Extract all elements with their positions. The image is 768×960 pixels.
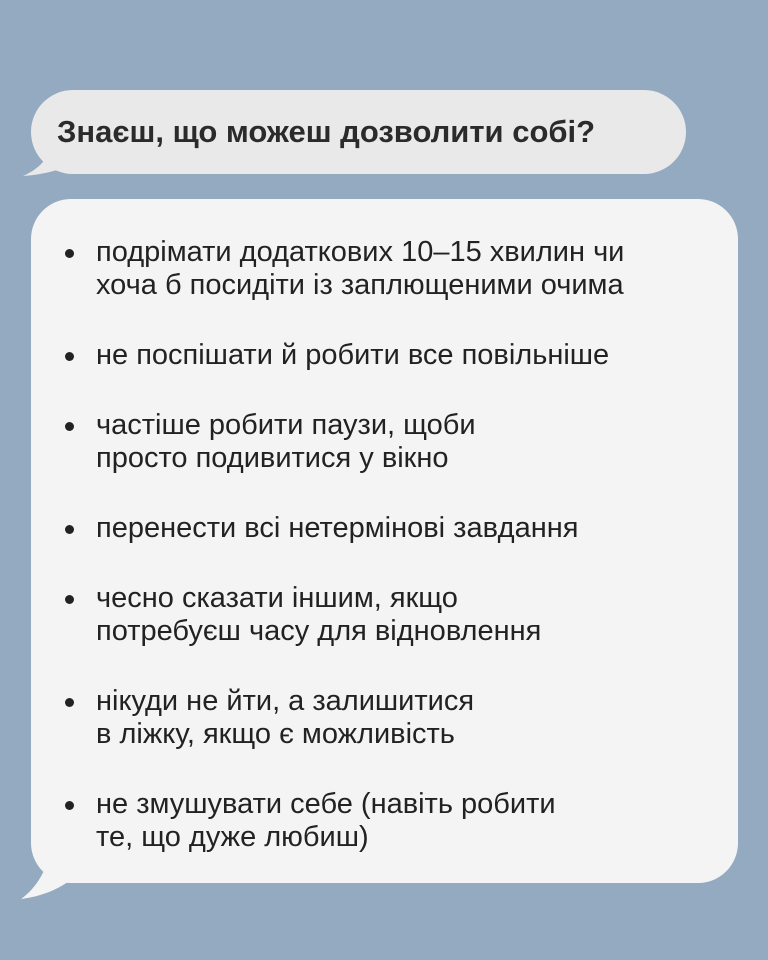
list-bubble [31,199,738,883]
question-text: Знаєш, що можеш дозволити собі? [57,114,596,149]
list-item [31,409,731,475]
bullet-icon [65,525,74,534]
item-line: не змушувати себе (навіть робити [96,788,556,820]
list-item [31,685,731,751]
bullet-icon [65,698,74,707]
item-line: не поспішати й робити все повільніше [96,339,610,371]
item-line: перенести всі нетермінові завдання [96,512,579,544]
bullet-icon [65,352,74,361]
bullet-icon [65,249,74,258]
bullet-icon [65,595,74,604]
item-line: те, що дуже любиш) [96,821,369,853]
item-line: нікуди не йти, а залишитися [96,685,475,717]
item-line: подрімати додаткових 10–15 хвилин чи [96,236,625,268]
list-item [31,582,731,648]
item-line: хоча б посидіти із заплющеними очима [96,269,624,301]
item-line: в ліжку, якщо є можливість [96,718,455,750]
bullet-icon [65,801,74,810]
question-bubble [31,90,686,174]
item-line: чесно сказати іншим, якщо [96,582,458,614]
list-item [31,512,731,545]
item-line: частіше робити паузи, щоби [96,409,476,441]
item-line: потребуєш часу для відновлення [96,615,542,647]
permission-list [31,236,731,891]
list-item [31,788,731,854]
list-item [31,339,731,372]
item-line: просто подивитися у вікно [96,442,449,474]
bullet-icon [65,422,74,431]
list-item [31,236,731,302]
